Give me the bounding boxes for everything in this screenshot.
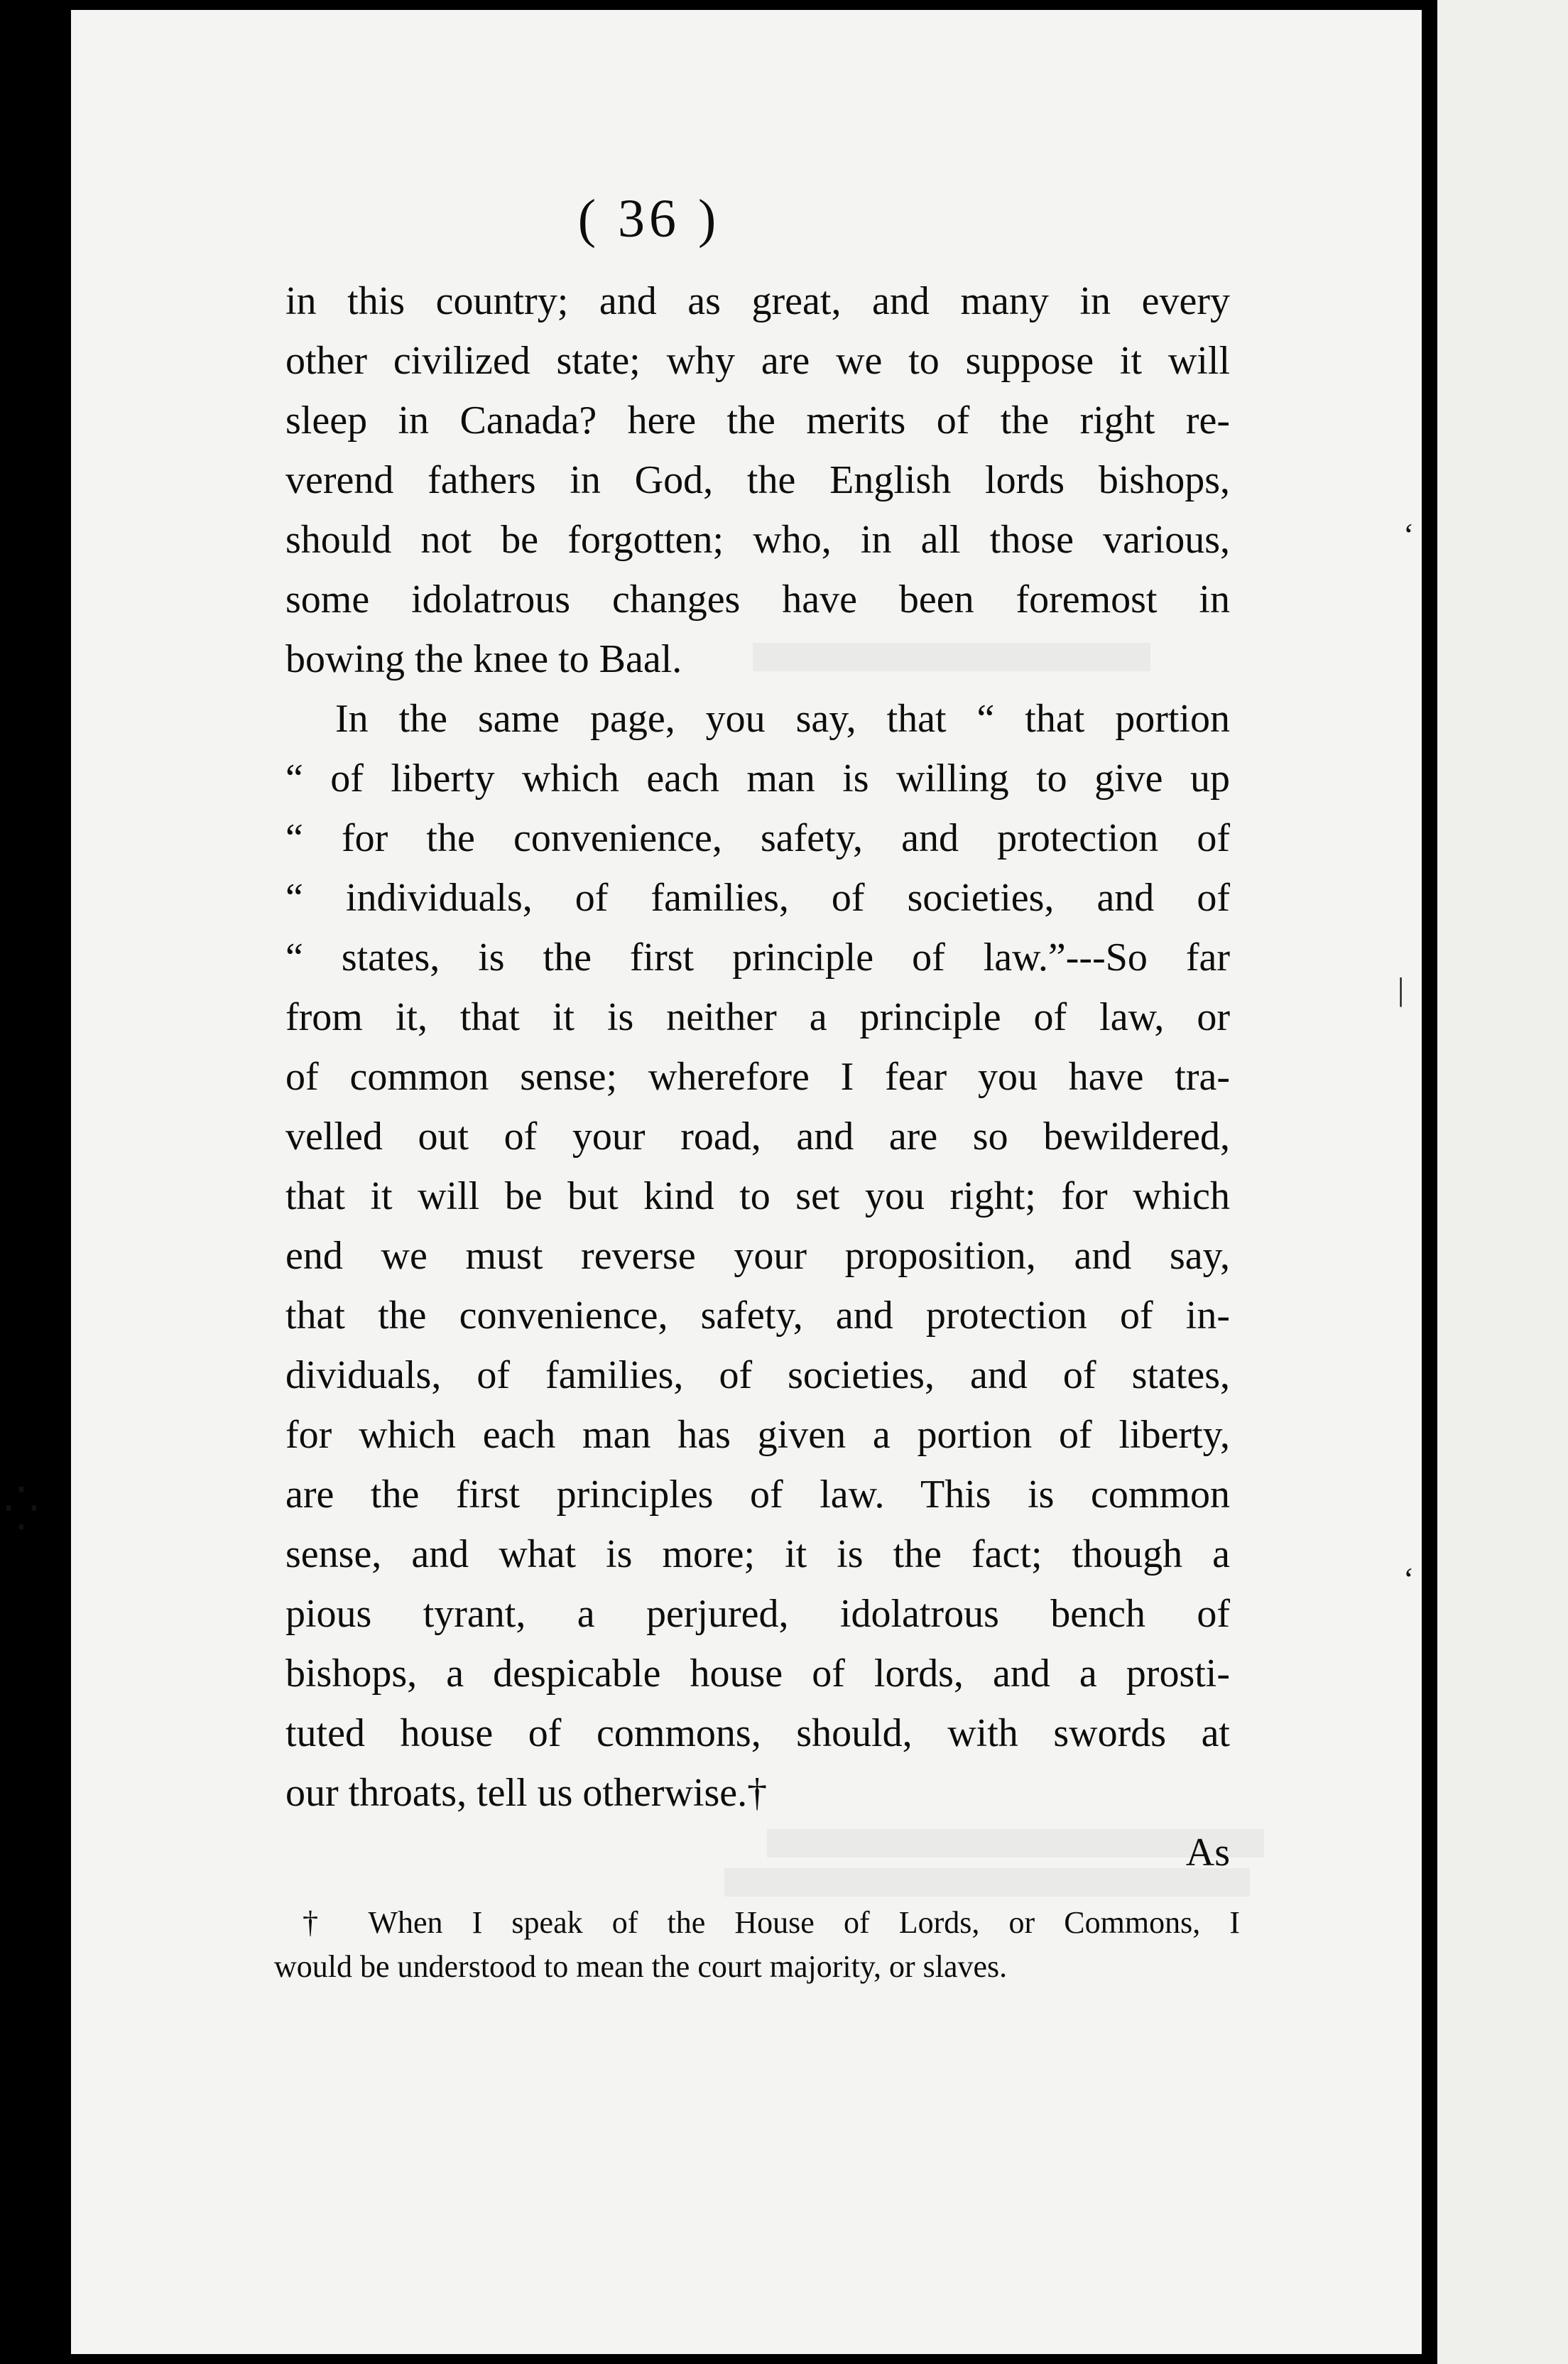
text-line: sense, and what is more; it is the fact; though a <box>285 1532 1230 1576</box>
text-line: In the same page, you say, that “ that portion <box>335 697 1230 741</box>
margin-mark: ‘ <box>1403 1561 1415 1597</box>
text-line: of common sense; wherefore I fear you have tra- <box>285 1055 1230 1099</box>
text-line: “ for the convenience, safety, and protection of <box>285 816 1230 860</box>
footnote-line: † When I speak of the House of Lords, or Commons, I <box>303 1905 1240 1940</box>
text-line: tuted house of commons, should, with swords at <box>285 1711 1230 1755</box>
margin-mark: ‘ <box>1403 516 1415 553</box>
text-line: from it, that it is neither a principle of law, or <box>285 995 1230 1039</box>
text-line: that the convenience, safety, and protection of in- <box>285 1294 1230 1338</box>
text-line: “ individuals, of families, of societies, and of <box>285 876 1230 920</box>
text-line: pious tyrant, a perjured, idolatrous bench of <box>285 1592 1230 1636</box>
text-line: dividuals, of families, of societies, and of states, <box>285 1353 1230 1397</box>
text-line: are the first principles of law. This is common <box>285 1473 1230 1517</box>
page-number: ( 36 ) <box>577 189 721 249</box>
text-line: velled out of your road, and are so bewildered, <box>285 1115 1230 1159</box>
text-line: bowing the knee to Baal. <box>285 637 682 681</box>
text-line: that it will be but kind to set you right; for which <box>285 1174 1230 1218</box>
text-line: “ states, is the first principle of law.”---So far <box>285 936 1230 980</box>
text-line: in this country; and as great, and many in every <box>285 279 1230 323</box>
footnote-line: would be understood to mean the court majority, or slaves. <box>274 1949 1008 1984</box>
catchword: As <box>1185 1831 1230 1875</box>
text-line: for which each man has given a portion of liberty, <box>285 1413 1230 1457</box>
text-line: our throats, tell us otherwise.† <box>285 1771 768 1815</box>
text-line: bishops, a despicable house of lords, and a prosti- <box>285 1652 1230 1696</box>
text-line: “ of liberty which each man is willing to give up <box>285 757 1230 801</box>
text-line: some idolatrous changes have been foremost in <box>285 578 1230 622</box>
facing-page-edge <box>1437 0 1568 2364</box>
text-line: verend fathers in God, the English lords bishops, <box>285 458 1230 502</box>
margin-mark: | <box>1398 971 1405 1007</box>
text-line: should not be forgotten; who, in all those various, <box>285 518 1230 562</box>
margin-mark: ⁛ <box>4 1486 38 1533</box>
text-line: end we must reverse your proposition, and say, <box>285 1234 1230 1278</box>
body-text <box>285 271 1230 1882</box>
page-gutter <box>1422 0 1437 2364</box>
text-line: sleep in Canada? here the merits of the right re- <box>285 398 1230 443</box>
footnote <box>274 1901 1240 1989</box>
text-line: other civilized state; why are we to suppose it will <box>285 339 1230 383</box>
